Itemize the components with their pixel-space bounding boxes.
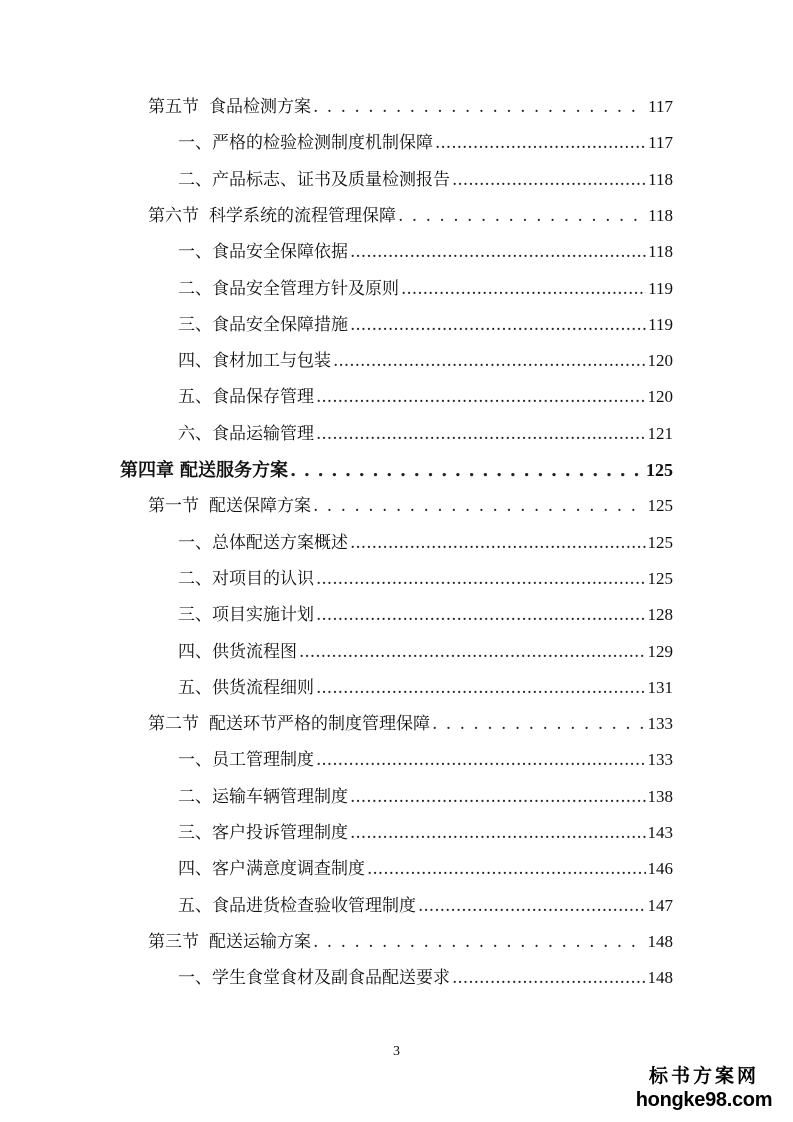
toc-entry-page: 148 (647, 931, 673, 951)
toc-subsection[interactable] (178, 278, 673, 300)
toc-entry-label (178, 568, 314, 590)
toc-leader-dots (350, 822, 646, 844)
toc-entry-label (148, 205, 396, 227)
toc-entry-label (178, 641, 297, 663)
toc-entry-label (178, 786, 348, 808)
toc-leader-dots (350, 241, 646, 263)
toc-entry-title: 五、食品进货检查验收管理制度 (178, 895, 416, 916)
toc-entry-title: 配送服务方案 (180, 460, 288, 481)
toc-leader-dots (435, 132, 646, 154)
toc-leader-dots (316, 568, 646, 590)
toc-subsection[interactable] (178, 314, 673, 336)
toc-entry-number: 第六节 (148, 205, 199, 226)
toc-subsection[interactable] (178, 169, 673, 191)
toc-subsection[interactable] (178, 677, 673, 699)
toc-leader-dots (333, 350, 646, 372)
toc-entry-title: 五、食品保存管理 (178, 387, 314, 408)
toc-entry-number: 第一节 (148, 496, 199, 517)
toc-leader-dots (432, 713, 646, 735)
toc-leader-dots (350, 314, 646, 336)
toc-entry-label (148, 495, 311, 517)
toc-subsection[interactable] (178, 350, 673, 372)
toc-entry-number: 第三节 (148, 931, 199, 952)
toc-entry-title: 三、项目实施计划 (178, 605, 314, 626)
toc-entry-title: 二、对项目的认识 (178, 568, 314, 589)
page-number: 3 (393, 1044, 400, 1059)
toc-entry-label (178, 423, 314, 445)
toc-leader-dots (313, 495, 646, 517)
toc-entry-label (178, 858, 365, 880)
toc-entry-label (178, 604, 314, 626)
toc-entry-page: 129 (647, 641, 673, 661)
toc-leader-dots (398, 205, 646, 227)
toc-leader-dots (316, 423, 646, 445)
toc-entry-title: 二、产品标志、证书及质量检测报告 (178, 169, 450, 190)
toc-entry-page: 133 (647, 714, 673, 734)
toc-entry-title: 四、食材加工与包装 (178, 351, 331, 372)
toc-entry-page: 146 (647, 859, 673, 879)
toc-subsection[interactable] (178, 895, 673, 917)
toc-section[interactable] (148, 205, 673, 227)
watermark (629, 1064, 779, 1112)
toc-subsection[interactable] (178, 641, 673, 663)
toc-entry-label (178, 241, 348, 263)
toc-entry-page: 121 (647, 423, 673, 443)
toc-section[interactable] (148, 495, 673, 517)
toc-entry-page: 138 (647, 786, 673, 806)
watermark-url: hongke98.com (635, 1089, 773, 1111)
watermark-title: 标书方案网 (648, 1065, 759, 1087)
toc-entry-title: 一、总体配送方案概述 (178, 532, 348, 553)
toc-subsection[interactable] (178, 822, 673, 844)
toc-leader-dots (299, 641, 646, 663)
toc-entry-title: 科学系统的流程管理保障 (209, 205, 396, 226)
toc-entry-page: 125 (647, 568, 673, 588)
toc-leader-dots (452, 967, 646, 989)
toc-entry-label (178, 749, 314, 771)
toc-subsection[interactable] (178, 604, 673, 626)
toc-leader-dots (313, 931, 646, 953)
toc-entry-page: 147 (647, 895, 673, 915)
toc-leader-dots (401, 278, 646, 300)
toc-entry-label (178, 278, 399, 300)
toc-subsection[interactable] (178, 786, 673, 808)
toc-entry-title: 四、供货流程图 (178, 641, 297, 662)
toc-entry-number: 第五节 (148, 97, 199, 117)
toc-entry-title: 三、客户投诉管理制度 (178, 823, 348, 843)
toc-entry-label (178, 169, 450, 191)
toc-entry-page: 131 (647, 677, 673, 697)
toc-entry-label (178, 967, 450, 989)
toc-subsection[interactable] (178, 749, 673, 771)
toc-entry-label (178, 677, 314, 699)
toc-entry-label (178, 532, 348, 554)
toc-entry-label (178, 895, 416, 917)
toc-entry-page: 118 (648, 169, 673, 189)
toc-entry-label (120, 460, 288, 482)
toc-entry-page: 117 (648, 133, 673, 153)
toc-subsection[interactable] (178, 967, 673, 989)
toc-entry-title: 配送保障方案 (209, 496, 311, 517)
toc-entry-page: 120 (647, 351, 673, 371)
toc-leader-dots (316, 386, 646, 408)
toc-entry-title: 配送环节严格的制度管理保障 (209, 714, 430, 735)
toc-subsection[interactable] (178, 241, 673, 263)
toc-entry-page: 117 (648, 97, 673, 116)
toc-subsection[interactable] (178, 423, 673, 445)
toc-entry-page: 119 (648, 278, 673, 298)
toc-leader-dots (316, 749, 646, 771)
toc-entry-number: 第二节 (148, 714, 199, 735)
toc-leader-dots (290, 460, 644, 482)
toc-entry-title: 食品检测方案 (209, 97, 311, 117)
toc-entry-label (178, 350, 331, 372)
toc-entry-title: 一、学生食堂食材及副食品配送要求 (178, 968, 450, 989)
toc-entry-label (148, 931, 311, 953)
toc-subsection[interactable] (178, 386, 673, 408)
toc-chapter[interactable] (120, 459, 673, 482)
toc-entry-title: 四、客户满意度调查制度 (178, 859, 365, 880)
toc-entry-page: 133 (647, 750, 673, 770)
toc-entry-label (148, 713, 430, 735)
toc-entry-page: 148 (647, 968, 673, 988)
toc-entry-page: 120 (647, 387, 673, 407)
toc-subsection[interactable] (178, 132, 673, 154)
toc-entry-label (148, 96, 311, 118)
toc-leader-dots (316, 677, 646, 699)
toc-leader-dots (418, 895, 646, 917)
toc-subsection[interactable] (178, 858, 673, 880)
toc-entry-title: 三、食品安全保障措施 (178, 314, 348, 335)
toc-entry-title: 五、供货流程细则 (178, 677, 314, 698)
toc-leader-dots (313, 96, 646, 118)
toc-entry-page: 125 (647, 532, 673, 552)
toc-leader-dots (452, 169, 646, 191)
toc-entry-label (178, 822, 348, 844)
toc-leader-dots (350, 786, 646, 808)
toc-leader-dots (350, 532, 646, 554)
toc-leader-dots (316, 604, 646, 626)
toc-entry-title: 二、运输车辆管理制度 (178, 786, 348, 807)
toc-subsection[interactable] (178, 532, 673, 554)
toc-entry-page: 128 (647, 605, 673, 625)
toc-entry-page: 143 (647, 823, 673, 842)
toc-entry-page: 119 (648, 314, 673, 334)
toc-entry-number: 第四章 (120, 460, 174, 481)
toc-entry-title: 一、食品安全保障依据 (178, 242, 348, 263)
toc-entry-title: 一、严格的检验检测制度机制保障 (178, 133, 433, 154)
toc-entry-page: 125 (646, 460, 673, 480)
toc-entry-label (178, 314, 348, 336)
toc-entry-page: 118 (648, 205, 673, 225)
toc-leader-dots (367, 858, 646, 880)
toc-entry-label (178, 132, 433, 154)
toc-section[interactable] (148, 713, 673, 735)
toc-entry-title: 一、员工管理制度 (178, 750, 314, 771)
toc-section[interactable] (148, 96, 673, 118)
toc-subsection[interactable] (178, 568, 673, 590)
toc-entry-title: 六、食品运输管理 (178, 423, 314, 444)
toc-entry-page: 118 (648, 242, 673, 262)
toc-entry-label (178, 386, 314, 408)
toc-section[interactable] (148, 931, 673, 953)
toc-entry-title: 二、食品安全管理方针及原则 (178, 278, 399, 299)
toc-entry-page: 125 (647, 496, 673, 516)
toc-entry-title: 配送运输方案 (209, 931, 311, 952)
